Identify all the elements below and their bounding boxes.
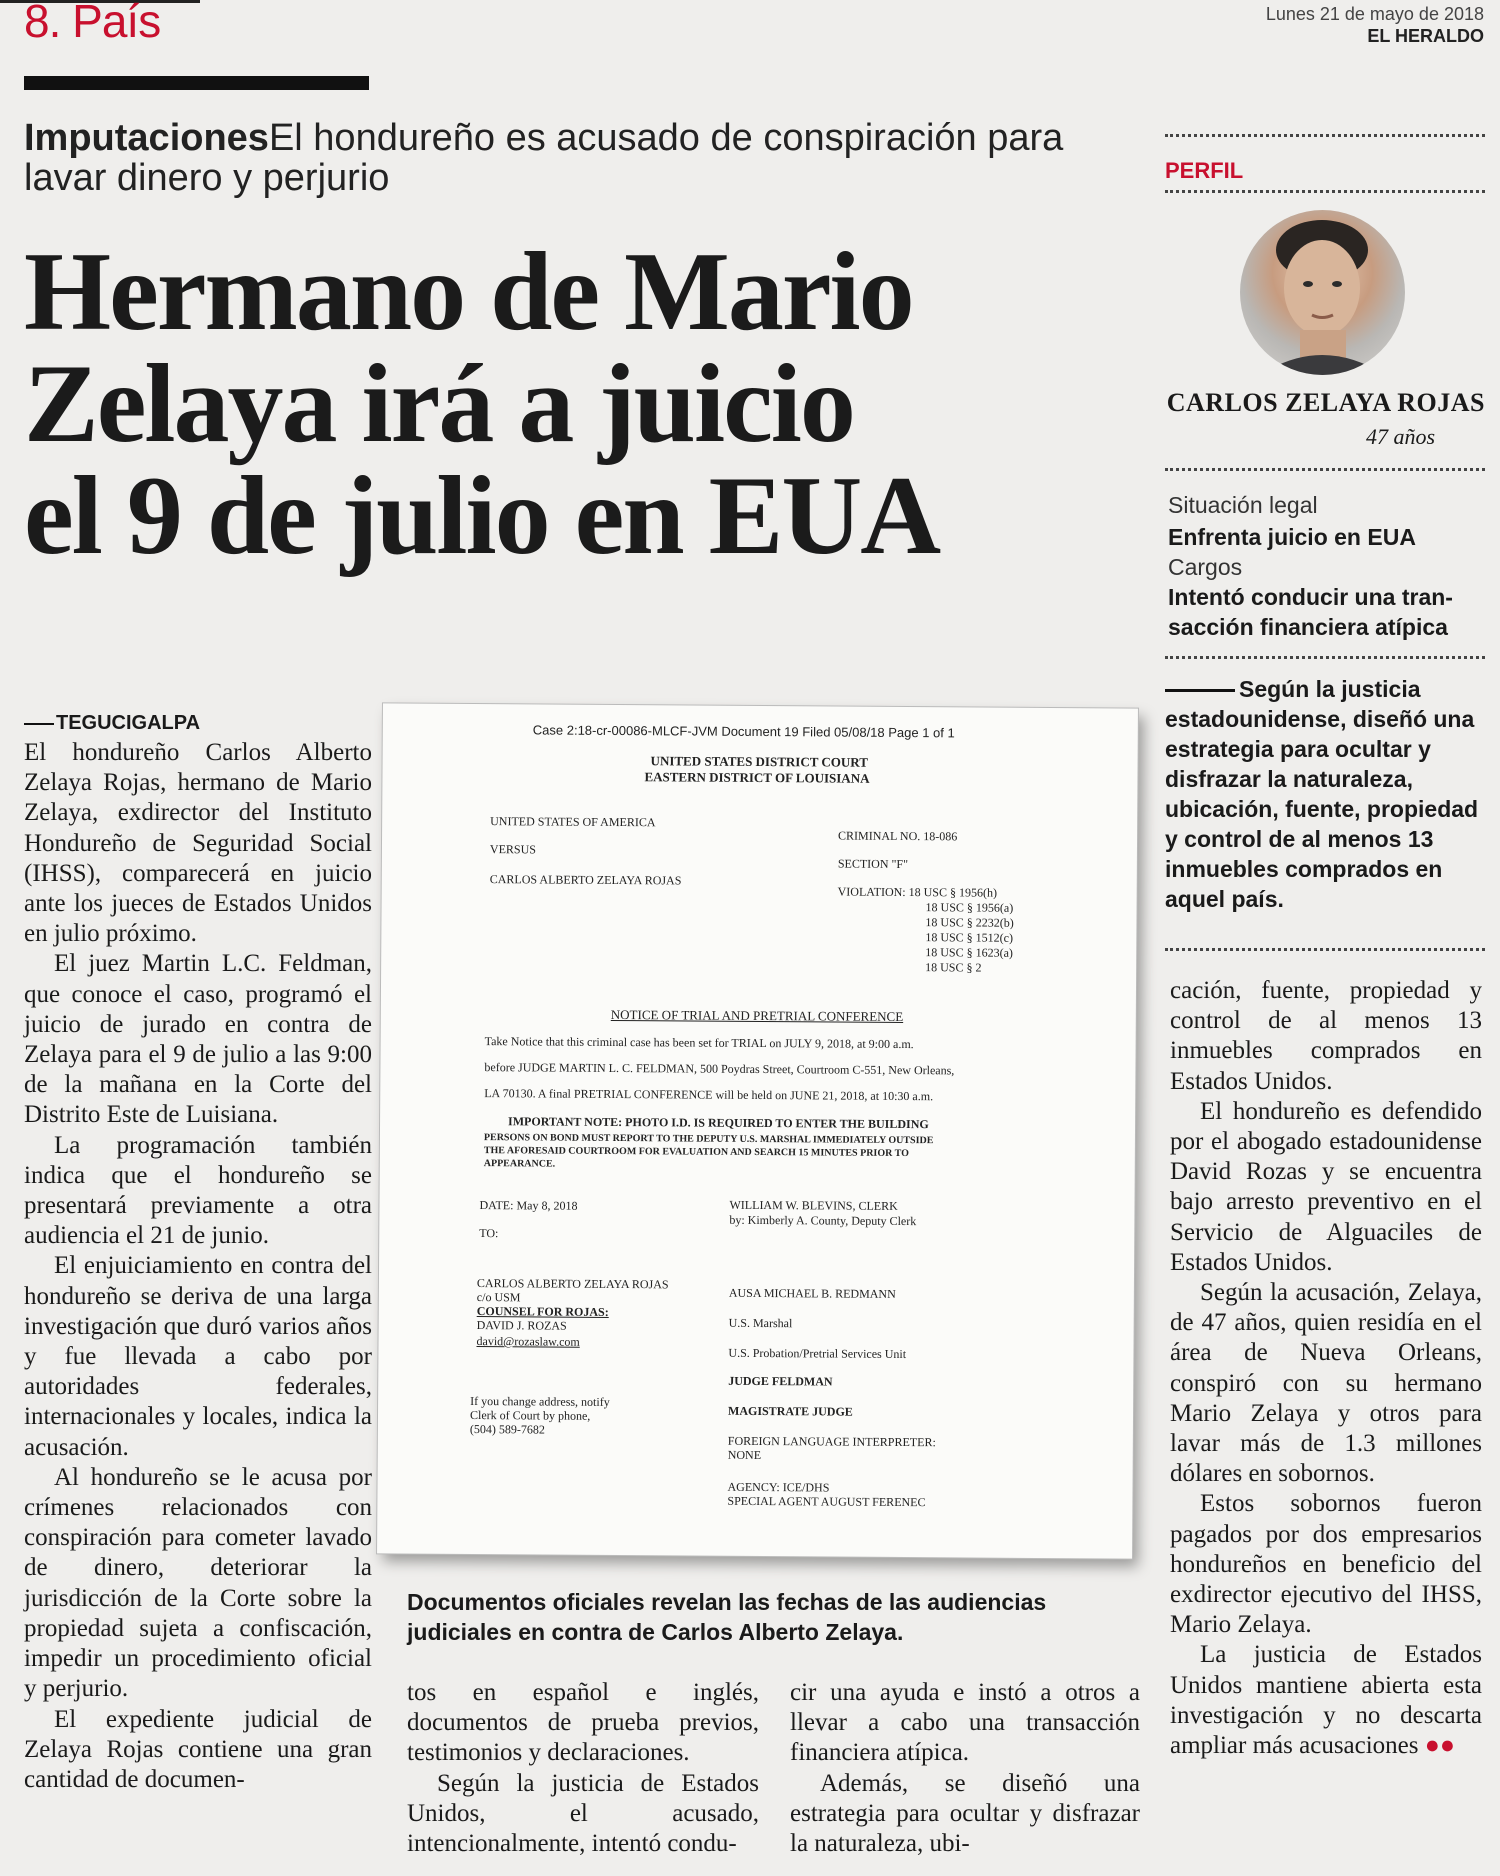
doc-notice-line: Take Notice that this criminal case has been set for TRIAL on JULY 9, 2018, at 9:00 a.m. (484, 1034, 914, 1052)
doc-address-line: Clerk of Court by phone, (469, 1408, 591, 1423)
paragraph: Al hondureño se le acusa por crímenes relacionados con conspiración para cometer lavado de dinero, deteriorar la jurisdicción de la Corte sobre la propiedad sujeta a confiscación, impedir un procedimiento oficial y perjurio. (24, 1463, 372, 1703)
charges-value-1: Intentó conducir una tran- (1168, 584, 1453, 610)
paragraph: La programación también indica que el hondureño se presentará previamente a otra audiencia el 21 de junio. (24, 1131, 372, 1250)
doc-to-line: c/o USM (476, 1290, 521, 1305)
paragraph: La justicia de Estados Unidos mantiene abierta esta investigación y no descarta ampliar más acusaciones ●● (1170, 1641, 1482, 1760)
doc-court-1: UNITED STATES DISTRICT COURT (650, 753, 868, 770)
paragraph: El enjuiciamiento en contra del hondureño se deriva de una larga investigación que duró varios años y fue llevada a cabo por autoridades federales, internacionales y locales, indica la acusación. (24, 1252, 372, 1461)
paragraph: El hondureño Carlos Alberto Zelaya Rojas, hermano de Mario Zelaya, exdirector del Instituto Hondureño de Seguridad Social (IHSS), comparecerá en juicio ante los jueces de Estados Unidos en julio próximo. (24, 739, 372, 948)
doc-agent: SPECIAL AGENT AUGUST FERENEC (727, 1493, 926, 1510)
charges-value-2: sacción financiera atípica (1168, 614, 1448, 640)
doc-violation-line: 18 USC § 1956(a) (925, 900, 1014, 915)
paragraph: cación, fuente, propiedad y control de al menos 13 inmuebles comprados en Estados Unidos. (1170, 977, 1482, 1095)
doc-notice-line: before JUDGE MARTIN L. C. FELDMAN, 500 Poydras Street, Courtroom C-551, New Orleans, (484, 1060, 955, 1078)
profile-bottom-rule (1165, 948, 1485, 951)
doc-party-2: CARLOS ALBERTO ZELAYA ROJAS (489, 872, 682, 888)
doc-counsel: COUNSEL FOR ROJAS: (476, 1304, 609, 1319)
court-document-photo (377, 703, 1138, 1558)
doc-address-line: (504) 589-7682 (469, 1421, 545, 1437)
doc-violation-line: 18 USC § 1512(c) (925, 930, 1014, 945)
doc-address-line: If you change address, notify (470, 1394, 610, 1409)
doc-case-line: Case 2:18-cr-00086-MLCF-JVM Document 19 Filed 05/08/18 Page 1 of 1 (532, 722, 955, 741)
doc-important: IMPORTANT NOTE: PHOTO I.D. IS REQUIRED TO ENTER THE BUILDING (508, 1114, 929, 1132)
doc-bond-line: PERSONS ON BOND MUST REPORT TO THE DEPUTY U.S. MARSHAL IMMEDIATELY OUTSIDE (483, 1132, 934, 1147)
profile-age: 47 años (1365, 424, 1435, 449)
paragraph: tos en español e inglés, documentos de prueba previos, testimonios y declaraciones. (407, 1679, 759, 1767)
profile-top-rule (1165, 134, 1485, 137)
paragraph: Estos sobornos fueron pagados por dos empresarios hondureños en beneficio del exdirector ejecutivo del IHSS, Mario Zelaya. (1170, 1490, 1482, 1639)
newspaper-name: EL HERALDO (1367, 26, 1484, 46)
doc-marshal: U.S. Marshal (728, 1315, 793, 1331)
kicker (24, 118, 1124, 198)
section-title: 8. País (24, 0, 161, 47)
profile-label-rule (1165, 190, 1485, 193)
doc-bond-line: THE AFORESAID COURTROOM FOR EVALUATION AND SEARCH 15 MINUTES PRIOR TO (483, 1145, 909, 1160)
doc-date: DATE: May 8, 2018 (479, 1198, 578, 1213)
doc-clerk: WILLIAM W. BLEVINS, CLERK (729, 1197, 898, 1213)
article-column-4 (1170, 976, 1482, 1761)
headline-line-1: Hermano de Mario (24, 230, 913, 354)
profile-label: PERFIL (1165, 158, 1244, 183)
photo-caption: Documentos oficiales revelan las fechas de las audiencias judiciales en contra de Carlos Alberto Zelaya. (407, 1589, 1047, 1645)
doc-to: TO: (479, 1226, 499, 1241)
doc-court-2: EASTERN DISTRICT OF LOUISIANA (644, 769, 870, 786)
doc-deputy: by: Kimberly A. County, Deputy Clerk (729, 1212, 917, 1229)
kicker-text: El hondureño es acusado de conspiración para lavar dinero y perjurio (24, 117, 1064, 199)
headline-line-3: el 9 de julio en EUA (24, 454, 940, 578)
status-label: Situación legal (1168, 492, 1318, 518)
status-value: Enfrenta juicio en EUA (1168, 524, 1416, 550)
paragraph: El hondureño es defendido por el abogado estadounidense David Rozas y se encuentra bajo arresto preventivo en el Servicio de Alguaciles de Estados Unidos. (1170, 1097, 1482, 1276)
dateline: TEGUCIGALPA (24, 712, 200, 735)
article-column-2 (407, 1678, 759, 1859)
doc-violation: VIOLATION: 18 USC § 1956(h) (837, 884, 998, 900)
profile-name: CARLOS ZELAYA ROJAS (1166, 388, 1485, 417)
doc-violation-line: 18 USC § 2 (925, 960, 982, 975)
profile-rule-2 (1165, 468, 1485, 471)
doc-ausa: AUSA MICHAEL B. REDMANN (728, 1285, 896, 1301)
profile-rule-3 (1165, 656, 1485, 659)
doc-section: SECTION "F" (837, 856, 909, 872)
doc-judge: JUDGE FELDMAN (728, 1373, 833, 1389)
end-mark: ●● (1424, 1732, 1455, 1760)
doc-criminal-no: CRIMINAL NO. 18-086 (838, 828, 958, 844)
doc-interpreter-value: NONE (727, 1447, 762, 1463)
doc-to-line: CARLOS ALBERTO ZELAYA ROJAS (476, 1276, 669, 1292)
headline-line-2: Zelaya irá a juicio (24, 342, 854, 466)
header-divider (24, 76, 369, 90)
issue-date: Lunes 21 de mayo de 2018 (1265, 4, 1484, 24)
paragraph: Además, se diseñó una estrategia para ocultar y disfrazar la naturaleza, ubi- (790, 1769, 1140, 1858)
paragraph: El juez Martin L.C. Feldman, que conoce el caso, programó el juicio de jurado en contra de Zelaya para el 9 de julio a las 9:00 de la mañana en la Corte del Distrito Este de Luisiana. (24, 950, 372, 1129)
pull-quote-text: Según la justicia estadounidense, diseñó una estrategia para ocultar y disfrazar la naturaleza, ubicación, fuente, propiedad y control de al menos 13 inmuebles comprados en aquel país. (1165, 676, 1479, 912)
paragraph: Según la justicia de Estados Unidos, el acusado, intencionalmente, intentó condu- (407, 1769, 759, 1858)
kicker-label: Imputaciones (24, 117, 269, 159)
pull-quote (1165, 674, 1485, 914)
portrait-icon (1240, 210, 1405, 375)
pull-quote-rule (1165, 689, 1235, 692)
charges-label: Cargos (1168, 554, 1243, 580)
doc-bond-line: APPEARANCE. (483, 1158, 556, 1170)
doc-violation-line: 18 USC § 1623(a) (925, 945, 1013, 960)
headline (24, 230, 1144, 578)
doc-counsel-name: DAVID J. ROZAS (476, 1318, 567, 1333)
paragraph: Según la acusación, Zelaya, de 47 años, quien residía en el área de Nueva Orleans, conspiró con su hermano Mario Zelaya y otros para lavar más de 1.3 millones dólares en sobornos. (1170, 1279, 1482, 1488)
doc-violation-line: 18 USC § 2232(b) (925, 915, 1014, 930)
doc-notice-line: LA 70130. A final PRETRIAL CONFERENCE will be held on JUNE 21, 2018, at 10:30 a.m. (484, 1086, 934, 1104)
doc-interpreter: FOREIGN LANGUAGE INTERPRETER: (727, 1433, 936, 1450)
doc-magistrate: MAGISTRATE JUDGE (727, 1403, 853, 1419)
doc-party-1: UNITED STATES OF AMERICA (490, 814, 656, 830)
article-column-3 (790, 1678, 1140, 1859)
dateline-rule (24, 723, 54, 725)
doc-versus: VERSUS (489, 842, 537, 857)
article-column-1 (24, 738, 372, 1795)
paragraph: El expediente judicial de Zelaya Rojas contiene una gran cantidad de documen- (24, 1705, 372, 1793)
doc-counsel-email: david@rozaslaw.com (476, 1334, 580, 1349)
doc-notice-title: NOTICE OF TRIAL AND PRETRIAL CONFERENCE (610, 1006, 904, 1025)
avatar (1240, 210, 1405, 375)
paragraph: cir una ayuda e instó a otros a llevar a cabo una transacción financiera atípica. (790, 1679, 1140, 1767)
doc-agency: AGENCY: ICE/DHS (727, 1479, 830, 1495)
doc-probation: U.S. Probation/Pretrial Services Unit (728, 1345, 907, 1362)
